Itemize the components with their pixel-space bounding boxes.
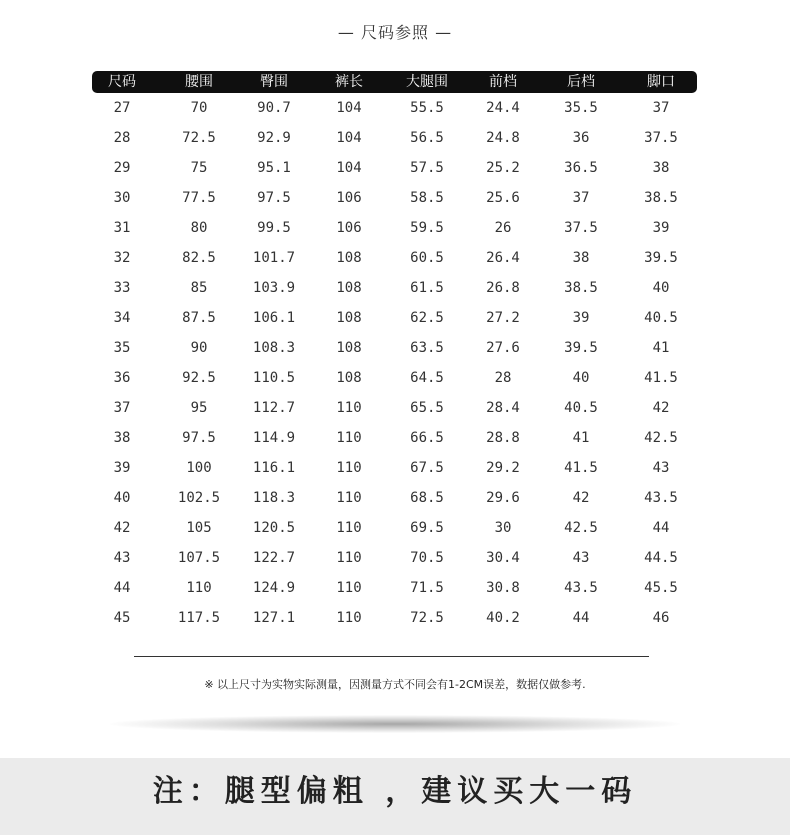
- table-cell-back-rise: 43.5: [564, 580, 598, 596]
- table-cell-thigh: 71.5: [410, 580, 444, 596]
- table-cell-back-rise: 42.5: [564, 520, 598, 536]
- table-cell-leg-opening: 40.5: [644, 310, 678, 326]
- table-cell-size: 28: [113, 130, 131, 146]
- table-cell-thigh: 59.5: [410, 220, 444, 236]
- table-cell-hip: 110.5: [252, 370, 296, 386]
- table-cell-size: 34: [113, 310, 131, 326]
- table-cell-hip: 97.5: [257, 190, 291, 206]
- table-cell-length: 110: [336, 400, 362, 416]
- table-cell-thigh: 67.5: [410, 460, 444, 476]
- table-cell-thigh: 62.5: [410, 310, 444, 326]
- table-cell-size: 35: [113, 340, 131, 356]
- table-cell-hip: 122.7: [252, 550, 296, 566]
- table-cell-back-rise: 35.5: [564, 100, 598, 116]
- table-cell-thigh: 72.5: [410, 610, 444, 626]
- table-cell-length: 104: [336, 130, 362, 146]
- table-cell-leg-opening: 37: [652, 100, 670, 116]
- table-cell-leg-opening: 44.5: [644, 550, 678, 566]
- table-cell-back-rise: 43: [572, 550, 590, 566]
- table-cell-hip: 95.1: [257, 160, 291, 176]
- footer-advice: 注：腿型偏粗 ，建议买大一码: [152, 774, 638, 809]
- table-cell-waist: 97.5: [182, 430, 216, 446]
- table-cell-leg-opening: 46: [652, 610, 670, 626]
- table-cell-front-rise: 24.8: [486, 130, 520, 146]
- table-cell-back-rise: 41: [572, 430, 590, 446]
- column-header-waist: 腰围: [185, 74, 213, 90]
- column-header-hip: 臀围: [260, 74, 288, 90]
- table-cell-thigh: 69.5: [410, 520, 444, 536]
- table-cell-length: 104: [336, 100, 362, 116]
- table-cell-length: 108: [336, 340, 362, 356]
- table-cell-leg-opening: 38.5: [644, 190, 678, 206]
- table-cell-leg-opening: 39: [652, 220, 670, 236]
- table-cell-back-rise: 40.5: [564, 400, 598, 416]
- table-cell-hip: 108.3: [252, 340, 296, 356]
- table-cell-waist: 82.5: [182, 250, 216, 266]
- table-cell-back-rise: 39.5: [564, 340, 598, 356]
- table-cell-leg-opening: 38: [652, 160, 670, 176]
- table-cell-hip: 90.7: [257, 100, 291, 116]
- size-table-header: [92, 71, 697, 93]
- table-cell-thigh: 60.5: [410, 250, 444, 266]
- table-cell-size: 40: [113, 490, 131, 506]
- table-cell-thigh: 64.5: [410, 370, 444, 386]
- table-cell-front-rise: 27.2: [486, 310, 520, 326]
- table-cell-back-rise: 39: [572, 310, 590, 326]
- table-cell-length: 108: [336, 280, 362, 296]
- table-cell-size: 37: [113, 400, 131, 416]
- table-cell-length: 106: [336, 220, 362, 236]
- table-cell-size: 31: [113, 220, 131, 236]
- table-cell-front-rise: 25.2: [486, 160, 520, 176]
- table-cell-length: 110: [336, 550, 362, 566]
- table-cell-size: 43: [113, 550, 131, 566]
- table-cell-waist: 107.5: [177, 550, 221, 566]
- table-cell-front-rise: 24.4: [486, 100, 520, 116]
- table-cell-front-rise: 26.4: [486, 250, 520, 266]
- table-cell-front-rise: 30: [494, 520, 512, 536]
- table-cell-front-rise: 26: [494, 220, 512, 236]
- table-cell-hip: 92.9: [257, 130, 291, 146]
- table-cell-hip: 116.1: [252, 460, 296, 476]
- table-cell-waist: 80: [190, 220, 208, 236]
- table-cell-length: 110: [336, 430, 362, 446]
- column-header-size: 尺码: [108, 74, 136, 90]
- table-cell-leg-opening: 45.5: [644, 580, 678, 596]
- table-cell-back-rise: 42: [572, 490, 590, 506]
- table-cell-front-rise: 28: [494, 370, 512, 386]
- table-cell-length: 110: [336, 490, 362, 506]
- table-cell-size: 29: [113, 160, 131, 176]
- table-cell-back-rise: 38.5: [564, 280, 598, 296]
- table-cell-length: 108: [336, 370, 362, 386]
- table-cell-thigh: 58.5: [410, 190, 444, 206]
- table-cell-leg-opening: 44: [652, 520, 670, 536]
- table-cell-waist: 72.5: [182, 130, 216, 146]
- table-cell-waist: 110: [186, 580, 212, 596]
- table-cell-leg-opening: 37.5: [644, 130, 678, 146]
- table-cell-leg-opening: 42.5: [644, 430, 678, 446]
- column-header-thigh: 大腿围: [406, 74, 448, 90]
- table-cell-hip: 106.1: [252, 310, 296, 326]
- table-cell-waist: 92.5: [182, 370, 216, 386]
- page-title: — 尺码参照 —: [337, 23, 453, 42]
- table-cell-size: 32: [113, 250, 131, 266]
- table-cell-thigh: 57.5: [410, 160, 444, 176]
- column-header-leg-opening: 脚口: [647, 74, 675, 90]
- table-cell-back-rise: 40: [572, 370, 590, 386]
- table-cell-waist: 117.5: [177, 610, 221, 626]
- table-cell-back-rise: 36: [572, 130, 590, 146]
- table-cell-length: 110: [336, 520, 362, 536]
- table-cell-length: 108: [336, 250, 362, 266]
- table-cell-leg-opening: 41.5: [644, 370, 678, 386]
- table-cell-front-rise: 30.8: [486, 580, 520, 596]
- table-cell-size: 38: [113, 430, 131, 446]
- table-cell-hip: 101.7: [252, 250, 296, 266]
- table-cell-leg-opening: 41: [652, 340, 670, 356]
- table-cell-waist: 100: [186, 460, 212, 476]
- table-cell-thigh: 70.5: [410, 550, 444, 566]
- table-cell-size: 39: [113, 460, 131, 476]
- table-cell-thigh: 55.5: [410, 100, 444, 116]
- table-cell-front-rise: 25.6: [486, 190, 520, 206]
- table-cell-leg-opening: 43: [652, 460, 670, 476]
- table-cell-waist: 85: [190, 280, 208, 296]
- table-cell-back-rise: 38: [572, 250, 590, 266]
- table-cell-thigh: 65.5: [410, 400, 444, 416]
- table-cell-length: 110: [336, 580, 362, 596]
- footer-banner: [0, 758, 790, 835]
- table-cell-size: 44: [113, 580, 131, 596]
- table-cell-front-rise: 27.6: [486, 340, 520, 356]
- table-cell-length: 110: [336, 460, 362, 476]
- table-cell-length: 104: [336, 160, 362, 176]
- column-header-front-rise: 前档: [489, 74, 517, 90]
- table-cell-waist: 95: [190, 400, 208, 416]
- table-cell-back-rise: 37.5: [564, 220, 598, 236]
- table-cell-hip: 120.5: [252, 520, 296, 536]
- table-cell-hip: 99.5: [257, 220, 291, 236]
- table-cell-leg-opening: 42: [652, 400, 670, 416]
- decorative-shadow: [110, 715, 680, 733]
- table-cell-waist: 77.5: [182, 190, 216, 206]
- table-cell-waist: 102.5: [177, 490, 221, 506]
- table-cell-hip: 124.9: [252, 580, 296, 596]
- table-cell-thigh: 66.5: [410, 430, 444, 446]
- table-cell-size: 33: [113, 280, 131, 296]
- table-cell-front-rise: 26.8: [486, 280, 520, 296]
- table-cell-thigh: 56.5: [410, 130, 444, 146]
- table-cell-back-rise: 41.5: [564, 460, 598, 476]
- table-cell-size: 30: [113, 190, 131, 206]
- table-cell-back-rise: 37: [572, 190, 590, 206]
- table-cell-hip: 103.9: [252, 280, 296, 296]
- table-cell-hip: 112.7: [252, 400, 296, 416]
- table-cell-back-rise: 44: [572, 610, 590, 626]
- table-cell-front-rise: 29.2: [486, 460, 520, 476]
- table-cell-leg-opening: 39.5: [644, 250, 678, 266]
- column-header-back-rise: 后档: [567, 74, 595, 90]
- table-cell-leg-opening: 40: [652, 280, 670, 296]
- divider-line: [134, 656, 649, 657]
- table-cell-hip: 127.1: [252, 610, 296, 626]
- table-cell-length: 110: [336, 610, 362, 626]
- table-cell-waist: 90: [190, 340, 208, 356]
- table-cell-waist: 87.5: [182, 310, 216, 326]
- table-cell-hip: 114.9: [252, 430, 296, 446]
- table-cell-length: 108: [336, 310, 362, 326]
- table-cell-back-rise: 36.5: [564, 160, 598, 176]
- table-cell-waist: 75: [190, 160, 208, 176]
- table-cell-thigh: 61.5: [410, 280, 444, 296]
- table-cell-leg-opening: 43.5: [644, 490, 678, 506]
- table-cell-front-rise: 30.4: [486, 550, 520, 566]
- table-cell-hip: 118.3: [252, 490, 296, 506]
- table-cell-waist: 70: [190, 100, 208, 116]
- table-cell-front-rise: 40.2: [486, 610, 520, 626]
- table-cell-size: 42: [113, 520, 131, 536]
- table-cell-front-rise: 28.4: [486, 400, 520, 416]
- table-cell-thigh: 63.5: [410, 340, 444, 356]
- column-header-length: 裤长: [335, 74, 363, 90]
- table-cell-size: 36: [113, 370, 131, 386]
- table-cell-thigh: 68.5: [410, 490, 444, 506]
- table-cell-size: 27: [113, 100, 131, 116]
- table-cell-length: 106: [336, 190, 362, 206]
- table-cell-front-rise: 29.6: [486, 490, 520, 506]
- table-cell-size: 45: [113, 610, 131, 626]
- measurement-note: ※ 以上尺寸为实物实际测量，因测量方式不同会有1-2CM误差，数据仅做参考.: [204, 678, 586, 691]
- table-cell-front-rise: 28.8: [486, 430, 520, 446]
- table-cell-waist: 105: [186, 520, 212, 536]
